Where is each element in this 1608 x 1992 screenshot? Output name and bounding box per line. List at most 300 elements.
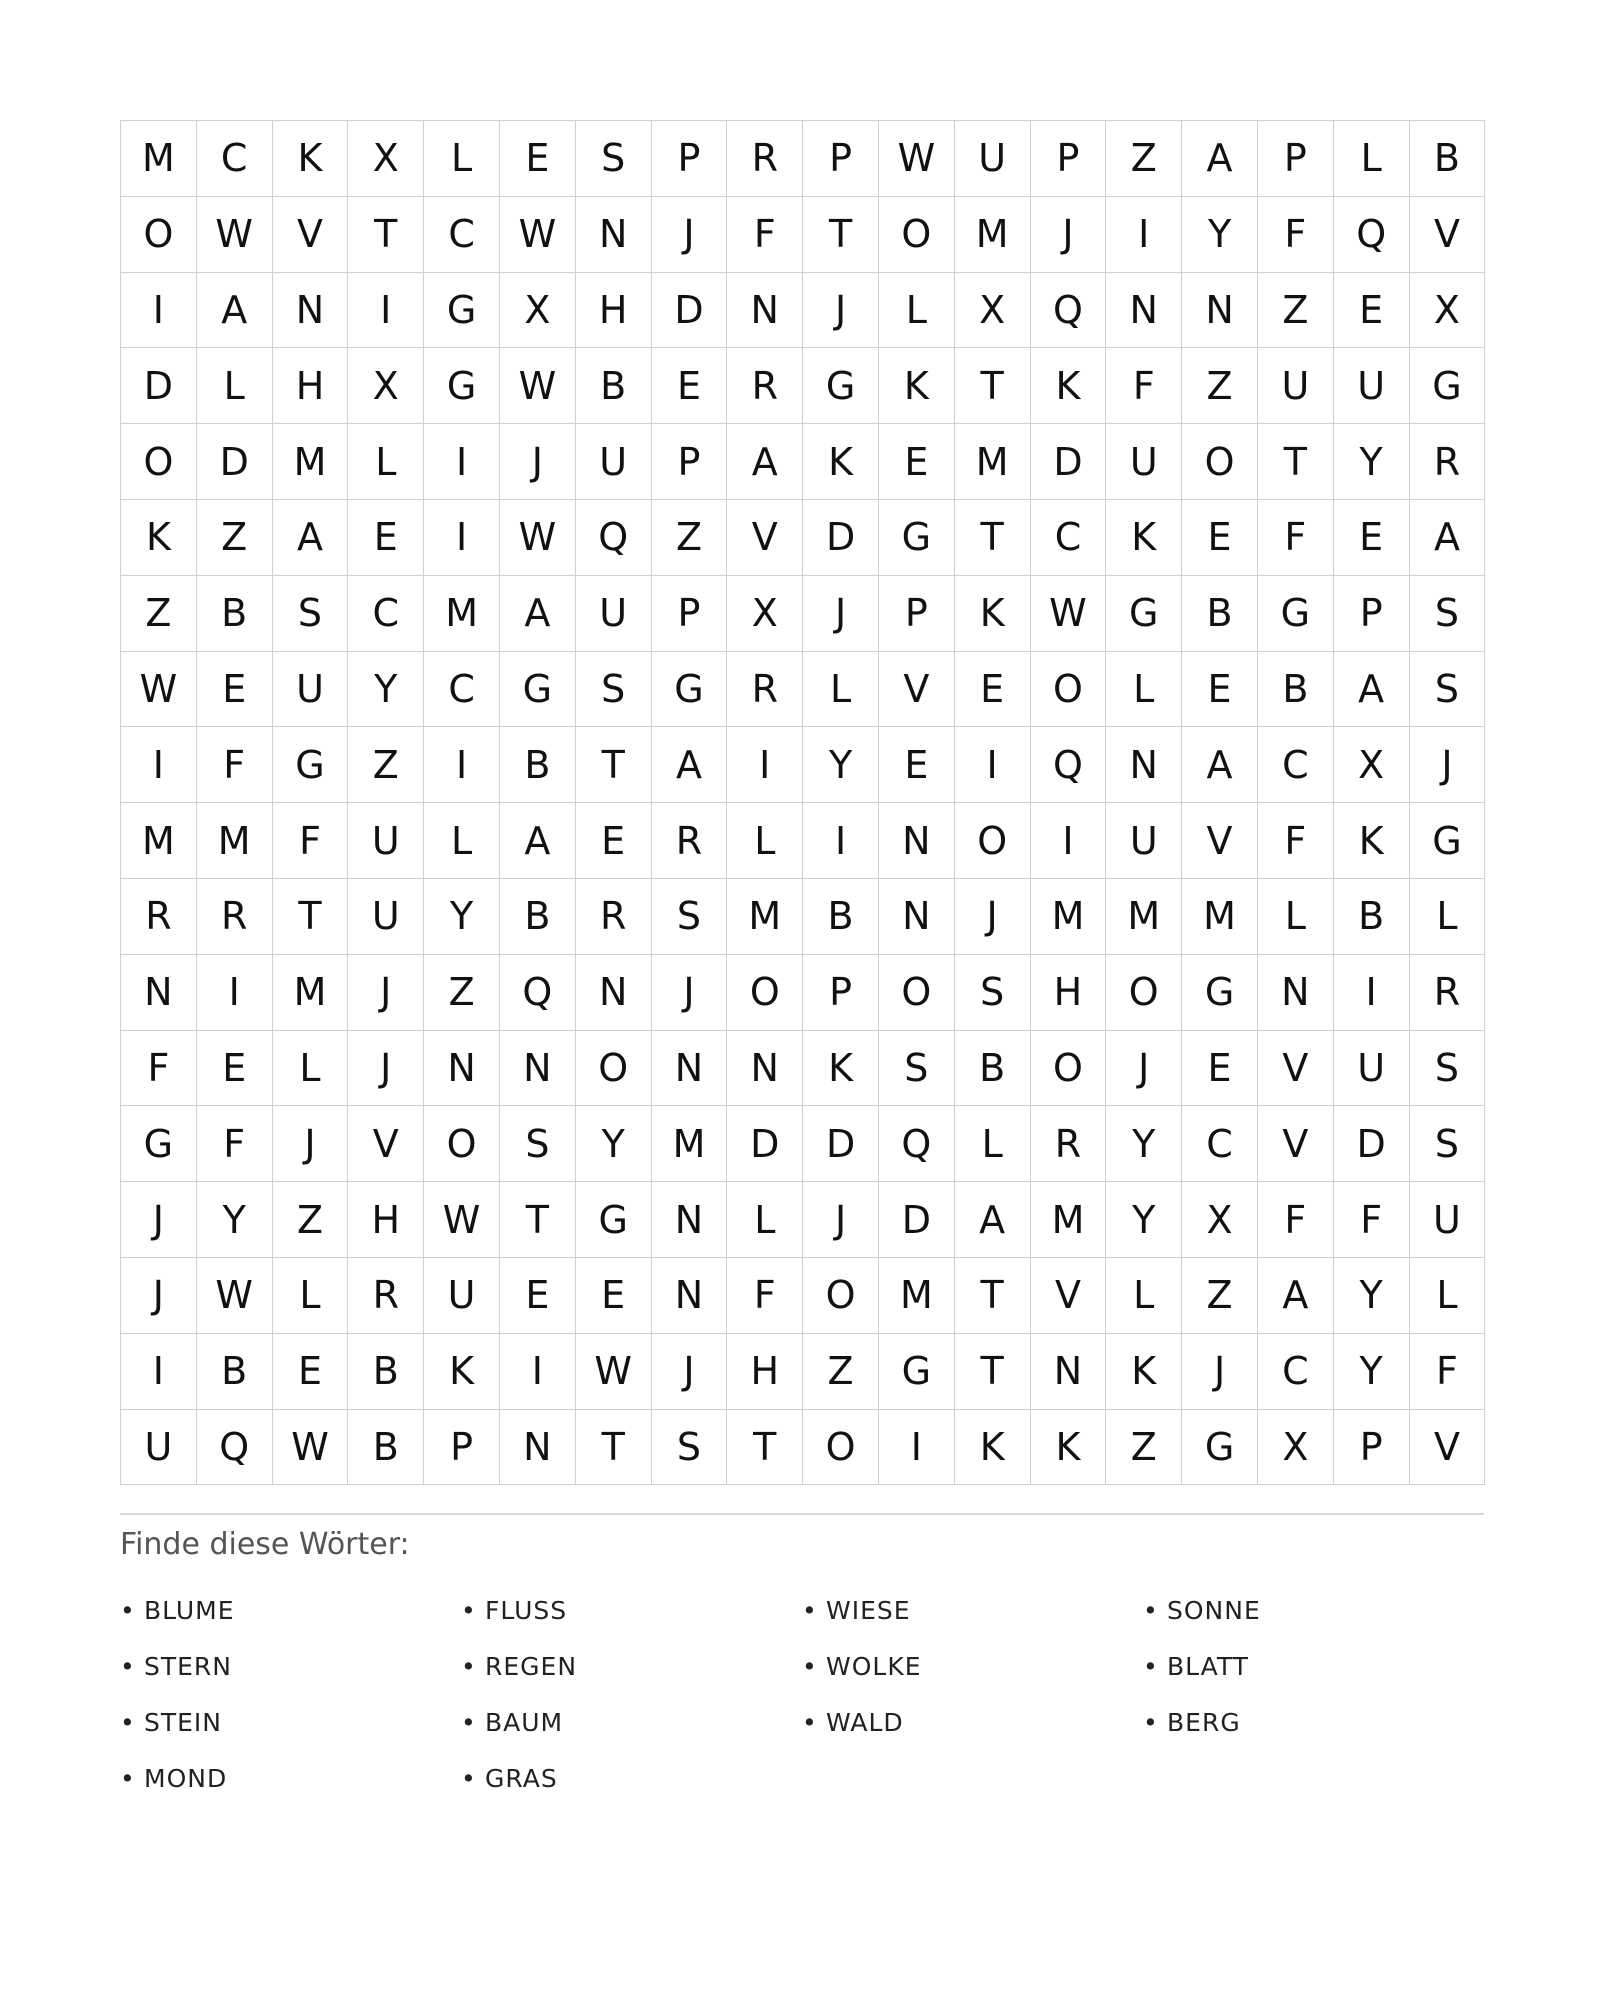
- grid-cell[interactable]: E: [348, 500, 424, 576]
- grid-cell[interactable]: E: [652, 348, 728, 424]
- grid-cell[interactable]: K: [273, 121, 349, 197]
- grid-cell[interactable]: J: [652, 197, 728, 273]
- grid-cell[interactable]: X: [500, 273, 576, 349]
- grid-cell[interactable]: V: [1182, 803, 1258, 879]
- grid-cell[interactable]: K: [879, 348, 955, 424]
- grid-cell[interactable]: F: [197, 1106, 273, 1182]
- grid-cell[interactable]: X: [1410, 273, 1486, 349]
- grid-cell[interactable]: B: [1182, 576, 1258, 652]
- grid-cell[interactable]: F: [273, 803, 349, 879]
- grid-cell[interactable]: J: [955, 879, 1031, 955]
- grid-cell[interactable]: J: [121, 1258, 197, 1334]
- grid-cell[interactable]: Q: [879, 1106, 955, 1182]
- grid-cell[interactable]: F: [1334, 1182, 1410, 1258]
- grid-cell[interactable]: T: [273, 879, 349, 955]
- grid-cell[interactable]: Q: [197, 1410, 273, 1486]
- grid-cell[interactable]: M: [273, 424, 349, 500]
- grid-cell[interactable]: M: [424, 576, 500, 652]
- grid-cell[interactable]: Z: [1182, 348, 1258, 424]
- grid-cell[interactable]: N: [1106, 273, 1182, 349]
- grid-cell[interactable]: I: [500, 1334, 576, 1410]
- grid-cell[interactable]: N: [1182, 273, 1258, 349]
- grid-cell[interactable]: G: [121, 1106, 197, 1182]
- grid-cell[interactable]: Q: [500, 955, 576, 1031]
- grid-cell[interactable]: E: [1182, 652, 1258, 728]
- grid-cell[interactable]: K: [121, 500, 197, 576]
- grid-cell[interactable]: J: [1410, 727, 1486, 803]
- grid-cell[interactable]: N: [727, 273, 803, 349]
- grid-cell[interactable]: L: [273, 1031, 349, 1107]
- grid-cell[interactable]: X: [1258, 1410, 1334, 1486]
- grid-cell[interactable]: Y: [1334, 1334, 1410, 1410]
- grid-cell[interactable]: T: [576, 727, 652, 803]
- grid-cell[interactable]: G: [1182, 1410, 1258, 1486]
- grid-cell[interactable]: F: [1106, 348, 1182, 424]
- grid-cell[interactable]: I: [197, 955, 273, 1031]
- grid-cell[interactable]: P: [1031, 121, 1107, 197]
- grid-cell[interactable]: G: [1258, 576, 1334, 652]
- grid-cell[interactable]: J: [348, 1031, 424, 1107]
- grid-cell[interactable]: N: [273, 273, 349, 349]
- grid-cell[interactable]: J: [803, 576, 879, 652]
- grid-cell[interactable]: P: [1334, 1410, 1410, 1486]
- grid-cell[interactable]: V: [1410, 1410, 1486, 1486]
- grid-cell[interactable]: O: [955, 803, 1031, 879]
- grid-cell[interactable]: I: [121, 1334, 197, 1410]
- grid-cell[interactable]: R: [652, 803, 728, 879]
- grid-cell[interactable]: A: [1182, 121, 1258, 197]
- grid-cell[interactable]: N: [500, 1031, 576, 1107]
- grid-cell[interactable]: A: [1334, 652, 1410, 728]
- grid-cell[interactable]: O: [803, 1410, 879, 1486]
- grid-cell[interactable]: G: [879, 1334, 955, 1410]
- grid-cell[interactable]: Z: [197, 500, 273, 576]
- grid-cell[interactable]: O: [803, 1258, 879, 1334]
- grid-cell[interactable]: F: [1410, 1334, 1486, 1410]
- grid-cell[interactable]: U: [348, 879, 424, 955]
- grid-cell[interactable]: B: [955, 1031, 1031, 1107]
- grid-cell[interactable]: M: [273, 955, 349, 1031]
- grid-cell[interactable]: I: [879, 1410, 955, 1486]
- grid-cell[interactable]: K: [1106, 500, 1182, 576]
- grid-cell[interactable]: J: [652, 1334, 728, 1410]
- grid-cell[interactable]: Y: [1182, 197, 1258, 273]
- grid-cell[interactable]: A: [197, 273, 273, 349]
- grid-cell[interactable]: T: [955, 348, 1031, 424]
- grid-cell[interactable]: X: [955, 273, 1031, 349]
- grid-cell[interactable]: C: [1182, 1106, 1258, 1182]
- grid-cell[interactable]: K: [424, 1334, 500, 1410]
- grid-cell[interactable]: Y: [197, 1182, 273, 1258]
- grid-cell[interactable]: E: [576, 803, 652, 879]
- grid-cell[interactable]: G: [1410, 348, 1486, 424]
- grid-cell[interactable]: L: [955, 1106, 1031, 1182]
- grid-cell[interactable]: N: [879, 803, 955, 879]
- grid-cell[interactable]: F: [197, 727, 273, 803]
- grid-cell[interactable]: M: [1031, 1182, 1107, 1258]
- grid-cell[interactable]: I: [955, 727, 1031, 803]
- grid-cell[interactable]: Q: [1334, 197, 1410, 273]
- grid-cell[interactable]: K: [803, 1031, 879, 1107]
- grid-cell[interactable]: B: [348, 1410, 424, 1486]
- grid-cell[interactable]: L: [1258, 879, 1334, 955]
- grid-cell[interactable]: A: [1182, 727, 1258, 803]
- grid-cell[interactable]: S: [1410, 576, 1486, 652]
- grid-cell[interactable]: M: [1031, 879, 1107, 955]
- grid-cell[interactable]: M: [1106, 879, 1182, 955]
- grid-cell[interactable]: H: [576, 273, 652, 349]
- grid-cell[interactable]: U: [576, 424, 652, 500]
- grid-cell[interactable]: U: [1258, 348, 1334, 424]
- grid-cell[interactable]: L: [348, 424, 424, 500]
- grid-cell[interactable]: F: [121, 1031, 197, 1107]
- grid-cell[interactable]: I: [121, 273, 197, 349]
- grid-cell[interactable]: V: [1031, 1258, 1107, 1334]
- grid-cell[interactable]: E: [273, 1334, 349, 1410]
- grid-cell[interactable]: S: [879, 1031, 955, 1107]
- grid-cell[interactable]: P: [424, 1410, 500, 1486]
- grid-cell[interactable]: W: [879, 121, 955, 197]
- grid-cell[interactable]: I: [1106, 197, 1182, 273]
- grid-cell[interactable]: D: [1031, 424, 1107, 500]
- grid-cell[interactable]: R: [348, 1258, 424, 1334]
- grid-cell[interactable]: Z: [803, 1334, 879, 1410]
- grid-cell[interactable]: B: [348, 1334, 424, 1410]
- grid-cell[interactable]: F: [727, 197, 803, 273]
- grid-cell[interactable]: L: [273, 1258, 349, 1334]
- grid-cell[interactable]: S: [955, 955, 1031, 1031]
- grid-cell[interactable]: G: [576, 1182, 652, 1258]
- grid-cell[interactable]: B: [1258, 652, 1334, 728]
- grid-cell[interactable]: M: [879, 1258, 955, 1334]
- grid-cell[interactable]: D: [803, 1106, 879, 1182]
- grid-cell[interactable]: V: [348, 1106, 424, 1182]
- grid-cell[interactable]: S: [576, 652, 652, 728]
- grid-cell[interactable]: O: [121, 197, 197, 273]
- grid-cell[interactable]: U: [273, 652, 349, 728]
- grid-cell[interactable]: I: [1334, 955, 1410, 1031]
- grid-cell[interactable]: N: [652, 1031, 728, 1107]
- grid-cell[interactable]: J: [273, 1106, 349, 1182]
- grid-cell[interactable]: E: [1182, 1031, 1258, 1107]
- grid-cell[interactable]: B: [197, 576, 273, 652]
- grid-cell[interactable]: D: [1334, 1106, 1410, 1182]
- grid-cell[interactable]: S: [652, 1410, 728, 1486]
- grid-cell[interactable]: P: [803, 121, 879, 197]
- grid-cell[interactable]: B: [197, 1334, 273, 1410]
- grid-cell[interactable]: A: [500, 576, 576, 652]
- grid-cell[interactable]: O: [576, 1031, 652, 1107]
- grid-cell[interactable]: W: [576, 1334, 652, 1410]
- grid-cell[interactable]: T: [803, 197, 879, 273]
- grid-cell[interactable]: B: [803, 879, 879, 955]
- grid-cell[interactable]: L: [1106, 1258, 1182, 1334]
- grid-cell[interactable]: Z: [424, 955, 500, 1031]
- grid-cell[interactable]: U: [1334, 348, 1410, 424]
- grid-cell[interactable]: L: [727, 803, 803, 879]
- grid-cell[interactable]: Y: [803, 727, 879, 803]
- grid-cell[interactable]: W: [500, 500, 576, 576]
- grid-cell[interactable]: N: [500, 1410, 576, 1486]
- grid-cell[interactable]: Q: [576, 500, 652, 576]
- grid-cell[interactable]: J: [121, 1182, 197, 1258]
- grid-cell[interactable]: I: [1031, 803, 1107, 879]
- grid-cell[interactable]: W: [121, 652, 197, 728]
- grid-cell[interactable]: X: [348, 121, 424, 197]
- grid-cell[interactable]: I: [727, 727, 803, 803]
- grid-cell[interactable]: J: [803, 273, 879, 349]
- grid-cell[interactable]: Q: [1031, 273, 1107, 349]
- grid-cell[interactable]: D: [121, 348, 197, 424]
- grid-cell[interactable]: N: [1031, 1334, 1107, 1410]
- grid-cell[interactable]: Y: [1334, 1258, 1410, 1334]
- grid-cell[interactable]: C: [197, 121, 273, 197]
- grid-cell[interactable]: U: [121, 1410, 197, 1486]
- grid-cell[interactable]: P: [879, 576, 955, 652]
- grid-cell[interactable]: E: [1334, 500, 1410, 576]
- grid-cell[interactable]: C: [1258, 1334, 1334, 1410]
- grid-cell[interactable]: E: [879, 727, 955, 803]
- grid-cell[interactable]: S: [1410, 1106, 1486, 1182]
- grid-cell[interactable]: E: [1182, 500, 1258, 576]
- grid-cell[interactable]: K: [803, 424, 879, 500]
- grid-cell[interactable]: Y: [348, 652, 424, 728]
- grid-cell[interactable]: M: [652, 1106, 728, 1182]
- grid-cell[interactable]: N: [652, 1258, 728, 1334]
- grid-cell[interactable]: R: [1410, 424, 1486, 500]
- grid-cell[interactable]: N: [576, 955, 652, 1031]
- grid-cell[interactable]: F: [1258, 1182, 1334, 1258]
- grid-cell[interactable]: L: [424, 121, 500, 197]
- grid-cell[interactable]: X: [1334, 727, 1410, 803]
- grid-cell[interactable]: D: [197, 424, 273, 500]
- grid-cell[interactable]: G: [500, 652, 576, 728]
- grid-cell[interactable]: L: [1106, 652, 1182, 728]
- grid-cell[interactable]: I: [121, 727, 197, 803]
- grid-cell[interactable]: T: [955, 500, 1031, 576]
- grid-cell[interactable]: U: [955, 121, 1031, 197]
- grid-cell[interactable]: O: [424, 1106, 500, 1182]
- grid-cell[interactable]: C: [348, 576, 424, 652]
- grid-cell[interactable]: Y: [1106, 1182, 1182, 1258]
- grid-cell[interactable]: V: [879, 652, 955, 728]
- grid-cell[interactable]: S: [1410, 1031, 1486, 1107]
- grid-cell[interactable]: Z: [1258, 273, 1334, 349]
- grid-cell[interactable]: C: [424, 652, 500, 728]
- grid-cell[interactable]: H: [727, 1334, 803, 1410]
- grid-cell[interactable]: C: [424, 197, 500, 273]
- grid-cell[interactable]: P: [652, 424, 728, 500]
- grid-cell[interactable]: N: [727, 1031, 803, 1107]
- grid-cell[interactable]: O: [1182, 424, 1258, 500]
- grid-cell[interactable]: I: [348, 273, 424, 349]
- grid-cell[interactable]: J: [1106, 1031, 1182, 1107]
- grid-cell[interactable]: W: [1031, 576, 1107, 652]
- grid-cell[interactable]: E: [197, 652, 273, 728]
- grid-cell[interactable]: O: [121, 424, 197, 500]
- grid-cell[interactable]: X: [348, 348, 424, 424]
- grid-cell[interactable]: H: [348, 1182, 424, 1258]
- grid-cell[interactable]: G: [1182, 955, 1258, 1031]
- grid-cell[interactable]: E: [955, 652, 1031, 728]
- grid-cell[interactable]: R: [727, 121, 803, 197]
- grid-cell[interactable]: G: [803, 348, 879, 424]
- grid-cell[interactable]: M: [121, 121, 197, 197]
- grid-cell[interactable]: E: [197, 1031, 273, 1107]
- grid-cell[interactable]: R: [1031, 1106, 1107, 1182]
- grid-cell[interactable]: D: [879, 1182, 955, 1258]
- grid-cell[interactable]: B: [500, 879, 576, 955]
- grid-cell[interactable]: R: [727, 652, 803, 728]
- grid-cell[interactable]: S: [1410, 652, 1486, 728]
- grid-cell[interactable]: Z: [652, 500, 728, 576]
- grid-cell[interactable]: L: [1334, 121, 1410, 197]
- grid-cell[interactable]: O: [1031, 1031, 1107, 1107]
- grid-cell[interactable]: M: [121, 803, 197, 879]
- grid-cell[interactable]: T: [727, 1410, 803, 1486]
- grid-cell[interactable]: O: [1106, 955, 1182, 1031]
- grid-cell[interactable]: W: [197, 1258, 273, 1334]
- grid-cell[interactable]: O: [879, 197, 955, 273]
- grid-cell[interactable]: S: [576, 121, 652, 197]
- grid-cell[interactable]: L: [803, 652, 879, 728]
- grid-cell[interactable]: A: [1258, 1258, 1334, 1334]
- grid-cell[interactable]: E: [879, 424, 955, 500]
- grid-cell[interactable]: X: [1182, 1182, 1258, 1258]
- grid-cell[interactable]: J: [1182, 1334, 1258, 1410]
- grid-cell[interactable]: V: [727, 500, 803, 576]
- grid-cell[interactable]: G: [1106, 576, 1182, 652]
- grid-cell[interactable]: W: [500, 197, 576, 273]
- grid-cell[interactable]: U: [424, 1258, 500, 1334]
- grid-cell[interactable]: R: [1410, 955, 1486, 1031]
- grid-cell[interactable]: Z: [1182, 1258, 1258, 1334]
- grid-cell[interactable]: N: [424, 1031, 500, 1107]
- grid-cell[interactable]: B: [1334, 879, 1410, 955]
- grid-cell[interactable]: E: [500, 121, 576, 197]
- grid-cell[interactable]: U: [1106, 803, 1182, 879]
- grid-cell[interactable]: L: [197, 348, 273, 424]
- grid-cell[interactable]: A: [500, 803, 576, 879]
- grid-cell[interactable]: J: [1031, 197, 1107, 273]
- grid-cell[interactable]: B: [500, 727, 576, 803]
- grid-cell[interactable]: P: [1334, 576, 1410, 652]
- grid-cell[interactable]: K: [955, 576, 1031, 652]
- grid-cell[interactable]: G: [273, 727, 349, 803]
- grid-cell[interactable]: T: [955, 1334, 1031, 1410]
- grid-cell[interactable]: K: [1334, 803, 1410, 879]
- grid-cell[interactable]: C: [1031, 500, 1107, 576]
- grid-cell[interactable]: O: [879, 955, 955, 1031]
- grid-cell[interactable]: P: [652, 576, 728, 652]
- grid-cell[interactable]: F: [1258, 197, 1334, 273]
- grid-cell[interactable]: Y: [424, 879, 500, 955]
- grid-cell[interactable]: M: [727, 879, 803, 955]
- grid-cell[interactable]: L: [727, 1182, 803, 1258]
- grid-cell[interactable]: Z: [273, 1182, 349, 1258]
- grid-cell[interactable]: J: [500, 424, 576, 500]
- grid-cell[interactable]: A: [1410, 500, 1486, 576]
- grid-cell[interactable]: G: [424, 273, 500, 349]
- grid-cell[interactable]: K: [1031, 348, 1107, 424]
- grid-cell[interactable]: A: [273, 500, 349, 576]
- grid-cell[interactable]: I: [803, 803, 879, 879]
- grid-cell[interactable]: S: [652, 879, 728, 955]
- grid-cell[interactable]: Y: [576, 1106, 652, 1182]
- grid-cell[interactable]: L: [424, 803, 500, 879]
- grid-cell[interactable]: Z: [1106, 1410, 1182, 1486]
- grid-cell[interactable]: K: [1106, 1334, 1182, 1410]
- grid-cell[interactable]: B: [576, 348, 652, 424]
- grid-cell[interactable]: V: [1258, 1031, 1334, 1107]
- grid-cell[interactable]: U: [1334, 1031, 1410, 1107]
- grid-cell[interactable]: H: [273, 348, 349, 424]
- grid-cell[interactable]: N: [1106, 727, 1182, 803]
- grid-cell[interactable]: W: [197, 197, 273, 273]
- grid-cell[interactable]: H: [1031, 955, 1107, 1031]
- grid-cell[interactable]: N: [1258, 955, 1334, 1031]
- grid-cell[interactable]: I: [424, 727, 500, 803]
- grid-cell[interactable]: S: [500, 1106, 576, 1182]
- grid-cell[interactable]: Q: [1031, 727, 1107, 803]
- grid-cell[interactable]: T: [500, 1182, 576, 1258]
- grid-cell[interactable]: G: [652, 652, 728, 728]
- grid-cell[interactable]: I: [424, 500, 500, 576]
- grid-cell[interactable]: F: [727, 1258, 803, 1334]
- grid-cell[interactable]: A: [727, 424, 803, 500]
- grid-cell[interactable]: B: [1410, 121, 1486, 197]
- grid-cell[interactable]: U: [348, 803, 424, 879]
- grid-cell[interactable]: Z: [348, 727, 424, 803]
- grid-cell[interactable]: D: [727, 1106, 803, 1182]
- grid-cell[interactable]: R: [121, 879, 197, 955]
- grid-cell[interactable]: F: [1258, 803, 1334, 879]
- grid-cell[interactable]: M: [955, 197, 1031, 273]
- grid-cell[interactable]: I: [424, 424, 500, 500]
- grid-cell[interactable]: R: [727, 348, 803, 424]
- grid-cell[interactable]: N: [879, 879, 955, 955]
- grid-cell[interactable]: O: [727, 955, 803, 1031]
- grid-cell[interactable]: G: [879, 500, 955, 576]
- grid-cell[interactable]: L: [1410, 879, 1486, 955]
- grid-cell[interactable]: E: [576, 1258, 652, 1334]
- grid-cell[interactable]: W: [500, 348, 576, 424]
- grid-cell[interactable]: Y: [1106, 1106, 1182, 1182]
- grid-cell[interactable]: T: [955, 1258, 1031, 1334]
- grid-cell[interactable]: Z: [1106, 121, 1182, 197]
- grid-cell[interactable]: V: [1410, 197, 1486, 273]
- grid-cell[interactable]: U: [1106, 424, 1182, 500]
- grid-cell[interactable]: A: [652, 727, 728, 803]
- grid-cell[interactable]: E: [1334, 273, 1410, 349]
- grid-cell[interactable]: N: [121, 955, 197, 1031]
- grid-cell[interactable]: M: [955, 424, 1031, 500]
- grid-cell[interactable]: L: [879, 273, 955, 349]
- grid-cell[interactable]: J: [803, 1182, 879, 1258]
- grid-cell[interactable]: N: [576, 197, 652, 273]
- grid-cell[interactable]: G: [1410, 803, 1486, 879]
- grid-cell[interactable]: R: [576, 879, 652, 955]
- grid-cell[interactable]: F: [1258, 500, 1334, 576]
- grid-cell[interactable]: M: [197, 803, 273, 879]
- grid-cell[interactable]: M: [1182, 879, 1258, 955]
- grid-cell[interactable]: P: [652, 121, 728, 197]
- grid-cell[interactable]: P: [1258, 121, 1334, 197]
- grid-cell[interactable]: D: [652, 273, 728, 349]
- grid-cell[interactable]: W: [424, 1182, 500, 1258]
- grid-cell[interactable]: J: [652, 955, 728, 1031]
- grid-cell[interactable]: Z: [121, 576, 197, 652]
